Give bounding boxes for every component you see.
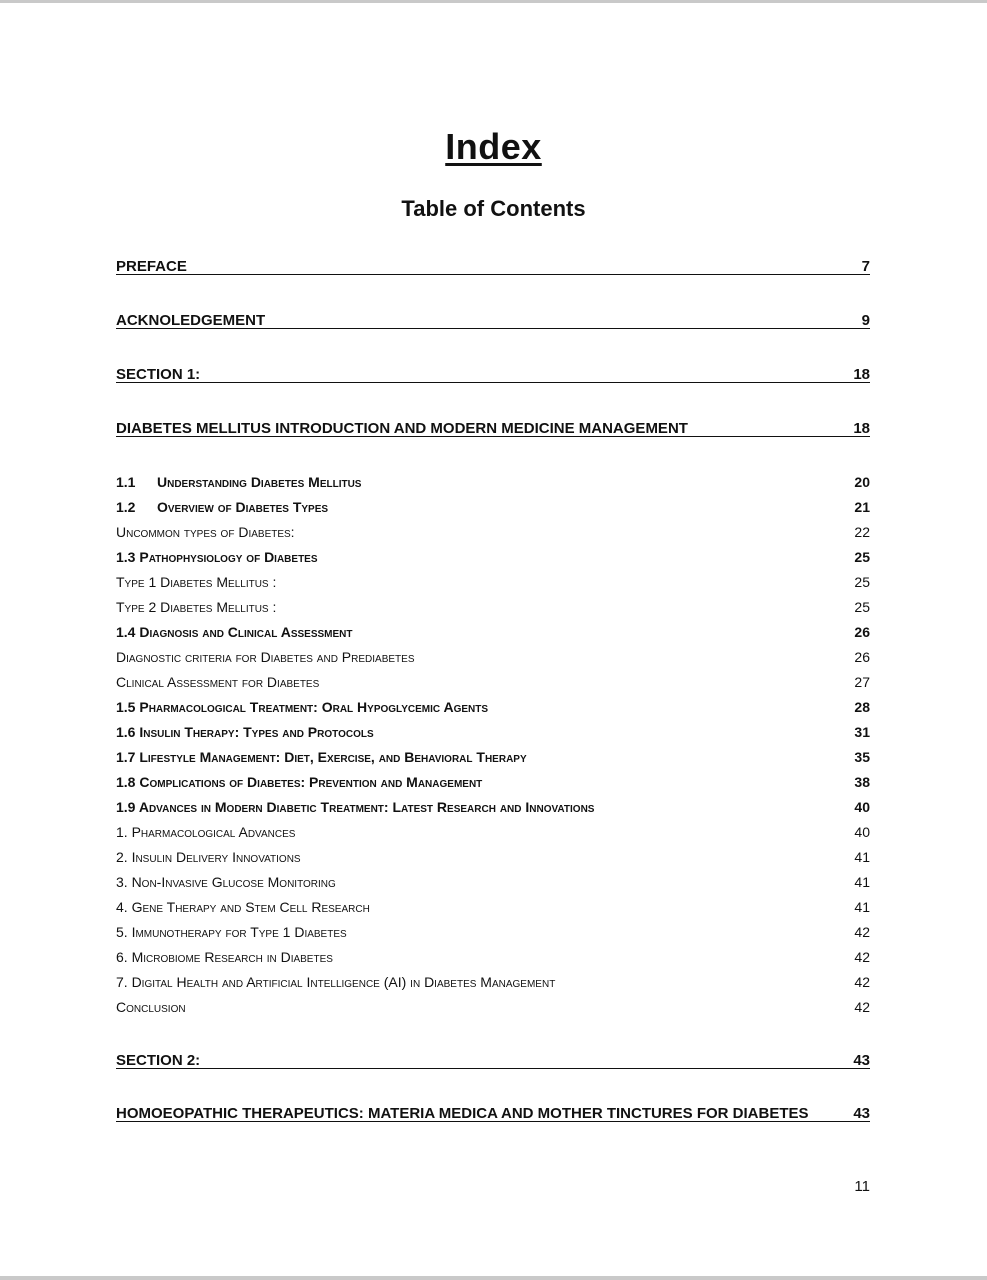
toc-subentry[interactable] — [116, 999, 870, 1019]
toc-entry-homoeopathic[interactable] — [116, 1104, 870, 1126]
toc-entry-label: ACKNOLEDGEMENT — [116, 312, 266, 329]
toc-subentry[interactable] — [116, 974, 870, 994]
toc-subentry-page: 31 — [854, 724, 870, 740]
toc-entry-page: 7 — [861, 258, 870, 275]
toc-subentry-page: 25 — [854, 599, 870, 615]
toc-subentry-page: 42 — [854, 924, 870, 940]
toc-subentry[interactable] — [116, 674, 870, 694]
toc-subentry-label: 4. Gene Therapy and Stem Cell Research — [116, 899, 370, 915]
toc-subentry-page: 42 — [854, 999, 870, 1015]
toc-entry-label: PREFACE — [116, 258, 187, 275]
toc-subentry[interactable] — [116, 874, 870, 894]
toc-subentry-label: 1.5 Pharmacological Treatment: Oral Hypoglycemic Agents — [116, 699, 489, 715]
toc-subentry[interactable] — [116, 574, 870, 594]
toc-subentry[interactable] — [116, 949, 870, 969]
toc-subentry-label: Type 2 Diabetes Mellitus : — [116, 599, 277, 615]
toc-subentry[interactable] — [116, 599, 870, 619]
toc-subentry-label: 1.8 Complications of Diabetes: Prevention and Management — [116, 774, 483, 790]
toc-subentry[interactable] — [116, 624, 870, 644]
toc-subentry[interactable] — [116, 924, 870, 944]
toc-entry-preface[interactable] — [116, 257, 870, 279]
toc-subentry-label: 5. Immunotherapy for Type 1 Diabetes — [116, 924, 347, 940]
toc-subentry-label: Type 1 Diabetes Mellitus : — [116, 574, 277, 590]
toc-subentry-page: 25 — [854, 574, 870, 590]
toc-subentry-label: 1.6 Insulin Therapy: Types and Protocols — [116, 724, 374, 740]
page-title: Index — [445, 126, 542, 167]
toc-subentry-label: 2. Insulin Delivery Innovations — [116, 849, 301, 865]
toc-entry-acknowledgement[interactable] — [116, 311, 870, 333]
toc-subentry-label: 7. Digital Health and Artificial Intelligence (AI) in Diabetes Management — [116, 974, 556, 990]
toc-subentry-label: 1.3 Pathophysiology of Diabetes — [116, 549, 318, 565]
toc-subentry-number: 1.1 — [116, 474, 136, 490]
toc-entry-section-1[interactable] — [116, 365, 870, 387]
toc-entry-label: SECTION 2: — [116, 1052, 201, 1069]
toc-entry-diabetes-intro[interactable] — [116, 419, 870, 441]
toc-subentry[interactable] — [116, 474, 870, 494]
toc-subentry-label: 1.7 Lifestyle Management: Diet, Exercise, and Behavioral Therapy — [116, 749, 527, 765]
toc-subentry-page: 20 — [854, 474, 870, 490]
toc-subentry-page: 27 — [854, 674, 870, 690]
toc-subentry-page: 26 — [854, 649, 870, 665]
toc-subentry-page: 42 — [854, 949, 870, 965]
toc-subentry-page: 40 — [854, 824, 870, 840]
toc-entry-section-2[interactable] — [116, 1051, 870, 1073]
toc-subentry-label: 1.9 Advances in Modern Diabetic Treatment: Latest Research and Innovations — [116, 799, 595, 815]
toc-subentry[interactable] — [116, 899, 870, 919]
leader-line — [116, 1068, 870, 1069]
toc-subentry-page: 41 — [854, 899, 870, 915]
toc-subentry[interactable] — [116, 524, 870, 544]
toc-subentry[interactable] — [116, 699, 870, 719]
toc-subentry[interactable] — [116, 724, 870, 744]
toc-subentry-label: 1. Pharmacological Advances — [116, 824, 296, 840]
toc-subentry-page: 25 — [854, 549, 870, 565]
toc-subentry-page: 28 — [854, 699, 870, 715]
toc-subentry-page: 41 — [854, 874, 870, 890]
toc-subentry-page: 21 — [854, 499, 870, 515]
page-top-border — [0, 0, 987, 3]
toc-subentry[interactable] — [116, 824, 870, 844]
toc-subentry-page: 42 — [854, 974, 870, 990]
toc-subentry-label: Uncommon types of Diabetes: — [116, 524, 295, 540]
toc-entry-label: HOMOEOPATHIC THERAPEUTICS: MATERIA MEDICA AND MOTHER TINCTURES FOR DIABETES — [116, 1105, 809, 1122]
toc-subentry-page: 38 — [854, 774, 870, 790]
toc-subentry[interactable] — [116, 549, 870, 569]
toc-subentry-label: 3. Non-Invasive Glucose Monitoring — [116, 874, 336, 890]
toc-subentry-label: Conclusion — [116, 999, 186, 1015]
toc-subentry-label: 1.4 Diagnosis and Clinical Assessment — [116, 624, 353, 640]
leader-line — [116, 274, 870, 275]
page-subtitle: Table of Contents — [401, 196, 586, 221]
toc-subentry-label: 6. Microbiome Research in Diabetes — [116, 949, 333, 965]
toc-subentry[interactable] — [116, 499, 870, 519]
toc-subentry-number: 1.2 — [116, 499, 136, 515]
toc-subentry-page: 41 — [854, 849, 870, 865]
toc-subentry-label: Understanding Diabetes Mellitus — [157, 474, 362, 490]
toc-entry-page: 18 — [853, 420, 870, 437]
toc-subentry-label: Clinical Assessment for Diabetes — [116, 674, 320, 690]
toc-entry-page: 18 — [853, 366, 870, 383]
toc-entry-page: 9 — [861, 312, 870, 329]
page-bottom-border — [0, 1276, 987, 1280]
toc-subentry[interactable] — [116, 749, 870, 769]
toc-entry-page: 43 — [853, 1105, 870, 1122]
toc-subentry-label: Overview of Diabetes Types — [157, 499, 329, 515]
toc-subentry-page: 35 — [854, 749, 870, 765]
toc-subentry-page: 22 — [854, 524, 870, 540]
toc-subentry[interactable] — [116, 649, 870, 669]
toc-subentry-page: 26 — [854, 624, 870, 640]
leader-line — [116, 382, 870, 383]
toc-entry-label: SECTION 1: — [116, 366, 201, 383]
toc-entry-label: DIABETES MELLITUS INTRODUCTION AND MODERN MEDICINE MANAGEMENT — [116, 420, 688, 437]
toc-subentry-label: Diagnostic criteria for Diabetes and Prediabetes — [116, 649, 415, 665]
page-number: 11 — [854, 1178, 870, 1195]
toc-entry-page: 43 — [853, 1052, 870, 1069]
toc-subentry[interactable] — [116, 799, 870, 819]
toc-subentry-page: 40 — [854, 799, 870, 815]
toc-subentry[interactable] — [116, 849, 870, 869]
toc-subentry[interactable] — [116, 774, 870, 794]
